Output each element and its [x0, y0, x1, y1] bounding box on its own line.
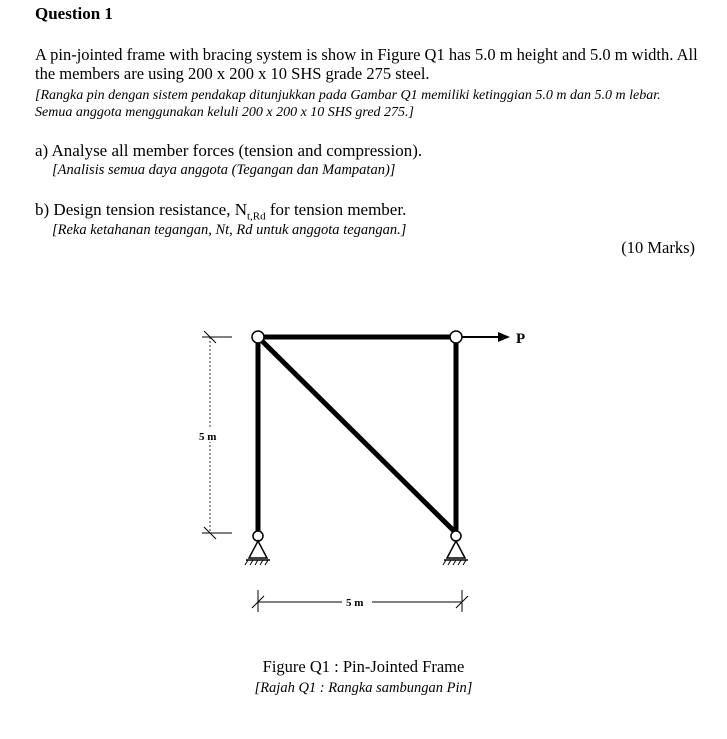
pin-joint-top-left	[252, 331, 264, 343]
part-a-malay: [Analisis semua daya anggota (Tegangan dan Mampatan)]	[52, 162, 396, 178]
pin-support-left	[245, 541, 270, 565]
part-b-prefix: b) Design tension resistance, N	[35, 200, 247, 219]
load-arrow	[462, 332, 510, 342]
height-label: 5 m	[199, 431, 217, 443]
part-b-malay: [Reka ketahanan tegangan, Nt, Rd untuk anggota tegangan.]	[52, 222, 407, 238]
question-intro-malay: [Rangka pin dengan sistem pendakap ditunjukkan pada Gambar Q1 memiliki ketinggian 5.0 m dan 5.0 m lebar. Semua anggota menggunakan keluli 200 x 200 x 10 SHS gred 275.]	[35, 88, 661, 120]
diagonal-brace-member	[258, 337, 456, 533]
pin-joint-top-right	[450, 331, 462, 343]
question-intro-english: A pin-jointed frame with bracing system is show in Figure Q1 has 5.0 m height and 5.0 m width. All the members are using 200 x 200 x 10 SHS grade 275 steel.	[35, 45, 698, 83]
width-label: 5 m	[346, 597, 364, 609]
part-b-subscript: t,Rd	[246, 210, 266, 223]
question-title: Question 1	[35, 4, 113, 23]
part-a-english: a) Analyse all member forces (tension and compression).	[35, 141, 423, 160]
figure-caption-malay: [Rajah Q1 : Rangka sambungan Pin]	[254, 680, 473, 696]
pin-support-right	[443, 541, 468, 565]
part-b-suffix: for tension member.	[265, 200, 407, 219]
load-label: P	[516, 331, 526, 347]
marks-label: (10 Marks)	[621, 238, 695, 257]
figure-caption-english: Figure Q1 : Pin-Jointed Frame	[262, 657, 465, 676]
